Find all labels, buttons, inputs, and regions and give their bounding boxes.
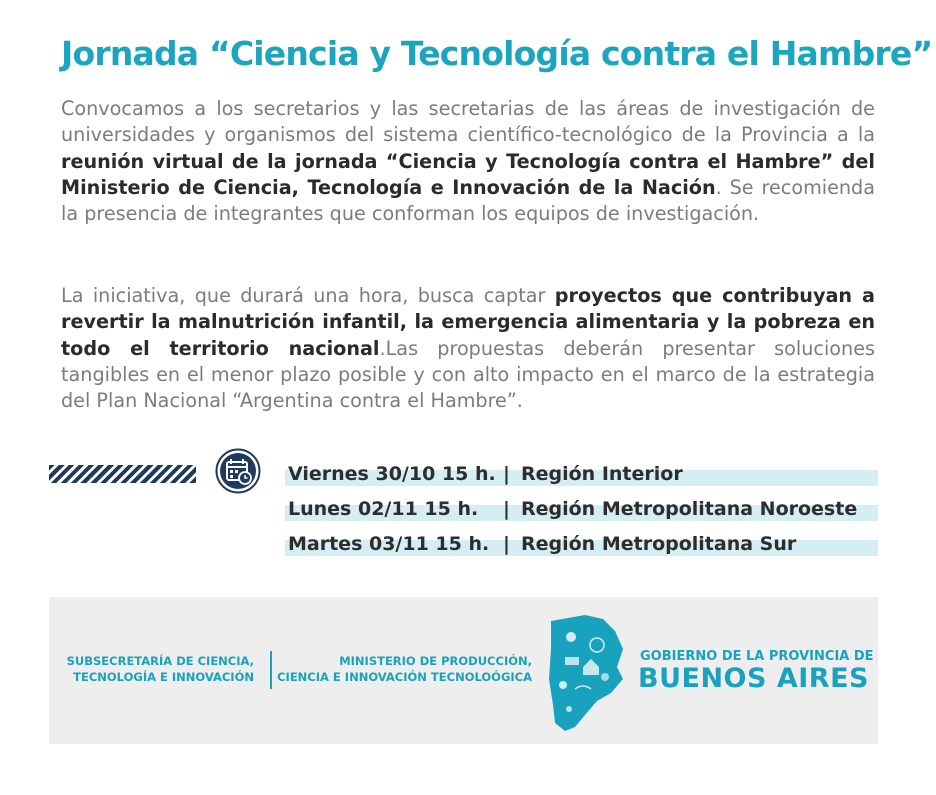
ministerio-line-1: MINISTERIO DE PRODUCCIÓN,	[339, 654, 532, 668]
intro-text-a: Convocamos a los secretarios y las secretarias de las áreas de investigación de universidades y organismos del sistema científico-tecnológico de la Provincia a la	[61, 97, 875, 147]
schedule-row	[285, 533, 878, 556]
buenos-aires-map-icon	[545, 609, 627, 733]
schedule-separator: |	[503, 463, 510, 485]
intro-paragraph	[61, 96, 875, 227]
schedule-separator: |	[503, 498, 510, 520]
intro-text-b: . Se recomienda la presencia de integrantes que conforman los equipos de investigación.	[61, 175, 875, 226]
schedule-region: Región Interior	[521, 463, 683, 485]
hatched-divider	[49, 465, 196, 483]
schedule-date: Viernes 30/10 15 h.	[288, 463, 496, 485]
intro-text-bold: reunión virtual de la jornada “Ciencia y Tecnología contra el Hambre” del Ministerio de Ciencia, Tecnología e Innovación de la Nación	[61, 149, 875, 199]
footer-divider	[270, 651, 272, 689]
schedule-date: Lunes 02/11 15 h.	[288, 498, 479, 520]
initiative-text-b: .Las propuestas deberán presentar soluciones tangibles en el menor plazo posible y con alto impacto en el marco de la estrategia del Plan Nacional “Argentina contra el Hambre”.	[61, 336, 875, 413]
subsecretaria-logo-text	[67, 653, 254, 685]
gobierno-label: GOBIERNO DE LA PROVINCIA DE	[640, 649, 874, 664]
schedule-region: Región Metropolitana Noroeste	[521, 498, 858, 520]
schedule-region: Región Metropolitana Sur	[521, 533, 797, 555]
initiative-text-a: La iniciativa, que durará una hora, busca captar	[61, 284, 555, 307]
subsecretaria-line-1: SUBSECRETARÍA DE CIENCIA,	[66, 654, 254, 668]
page-title: Jornada “Ciencia y Tecnología contra el Hambre”	[61, 34, 933, 73]
schedule-separator: |	[503, 533, 510, 555]
subsecretaria-line-2: TECNOLOGÍA E INNOVACIÓN	[73, 670, 254, 684]
footer-logos-bar	[49, 597, 878, 744]
calendar-clock-icon	[215, 448, 261, 494]
ministerio-line-2: CIENCIA E INNOVACIÓN TECNOLOÓGICA	[277, 670, 532, 684]
schedule-row	[285, 463, 878, 486]
schedule-date: Martes 03/11 15 h.	[288, 533, 490, 555]
buenos-aires-label: BUENOS AIRES	[638, 663, 869, 694]
schedule-row	[285, 498, 878, 521]
initiative-paragraph	[61, 283, 875, 414]
ministerio-logo-text	[277, 653, 532, 685]
initiative-text-bold: proyectos que contribuyan a revertir la malnutrición infantil, la emergencia alimentaria y la pobreza en todo el territorio nacional	[61, 284, 875, 360]
